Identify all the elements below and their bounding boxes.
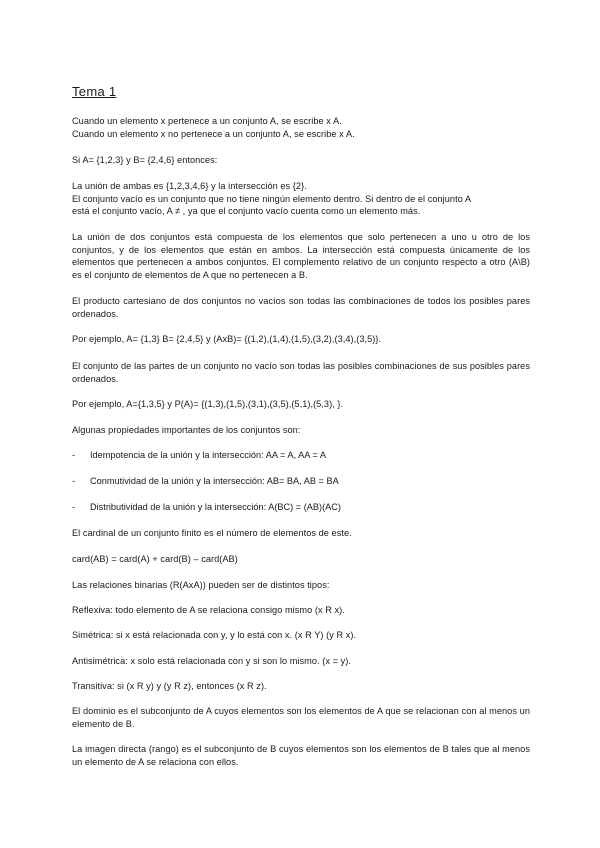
bullet-dash: - xyxy=(72,450,76,460)
bullet-dash: - xyxy=(72,476,76,486)
text-line: Cuando un elemento x no pertenece a un conjunto A, se escribe x A. xyxy=(72,128,355,139)
membership-paragraph xyxy=(72,115,530,140)
list-item-text: Conmutividad de la unión y la intersección: AB= BA, AB = BA xyxy=(90,476,339,486)
list-item xyxy=(72,501,341,514)
list-item xyxy=(72,449,326,462)
list-item-text: Distributividad de la unión y la intersección: A(BC) = (AB)(AC) xyxy=(90,502,341,512)
domain-paragraph: El dominio es el subconjunto de A cuyos elementos son los elementos de A que se relacionan con al menos un elemento de B. xyxy=(72,706,530,729)
power-set-paragraph: El conjunto de las partes de un conjunto no vacío son todas las posibles combinaciones de sus posibles pares ordenados. xyxy=(72,361,530,384)
text-line: El conjunto vacío es un conjunto que no tiene ningún elemento dentro. Si dentro de el conjunto A xyxy=(72,193,472,204)
cardinal-paragraph: El cardinal de un conjunto finito es el número de elementos de este. xyxy=(72,528,352,538)
union-intersection-paragraph: La unión de dos conjuntos está compuesta de los elementos que solo pertenecen a uno u otro de los conjuntos, y de los elementos que están en ambos. La intersección está compuesta únicamente de los elementos que pertenecen a ambos conjuntos. El complemento relativo de un conjunto respecto a otro (A\B) es el conjunto de elementos de A que no pertenecen a B. xyxy=(72,232,530,280)
transitive-definition: Transitiva: si (x R y) y (y R z), entonces (x R z). xyxy=(72,681,267,691)
power-set-example: Por ejemplo, A={1,3,5} y P(A)= {(1,3),(1,5),(3,1),(3,5),(5,1),(5,3), }. xyxy=(72,399,344,409)
bullet-dash: - xyxy=(72,502,76,512)
properties-intro: Algunas propiedades importantes de los conjuntos son: xyxy=(72,425,301,435)
binary-relations-intro: Las relaciones binarias (R(AxA)) pueden ser de distintos tipos: xyxy=(72,580,330,590)
cardinal-formula: card(AB) = card(A) + card(B) – card(AB) xyxy=(72,554,238,564)
cartesian-product-paragraph: El producto cartesiano de dos conjuntos no vacíos son todas las combinaciones de todos los posibles pares ordenados. xyxy=(72,296,530,319)
list-item-text: Idempotencia de la unión y la intersección: AA = A, AA = A xyxy=(90,450,326,460)
text-line: Cuando un elemento x pertenece a un conjunto A, se escribe x A. xyxy=(72,116,342,126)
symmetric-definition: Simétrica: si x está relacionada con y, y lo está con x. (x R Y) (y R x). xyxy=(72,630,357,640)
page-title: Tema 1 xyxy=(72,84,117,99)
sets-definition: Si A= {1,2,3} y B= {2,4,6} entonces: xyxy=(72,155,218,165)
cartesian-example: Por ejemplo, A= {1,3} B= {2,4,5} y (AxB)= {(1,2),(1,4),(1,5),(3,2),(3,4),(3,5)}. xyxy=(72,334,382,344)
reflexive-definition: Reflexiva: todo elemento de A se relaciona consigo mismo (x R x). xyxy=(72,605,345,615)
list-item xyxy=(72,475,339,488)
text-line: está el conjunto vacío, A ≠ , ya que el conjunto vacío cuenta como un elemento más. xyxy=(72,206,421,217)
empty-set-paragraph xyxy=(72,180,530,218)
antisymmetric-definition: Antisimétrica: x solo está relacionada con y si son lo mismo. (x = y). xyxy=(72,656,351,666)
image-paragraph: La imagen directa (rango) es el subconjunto de B cuyos elementos son los elementos de B tales que al menos un elemento de A se relaciona con ellos. xyxy=(72,744,530,767)
text-line: La unión de ambas es {1,2,3,4,6} y la intersección es {2}. xyxy=(72,181,307,191)
